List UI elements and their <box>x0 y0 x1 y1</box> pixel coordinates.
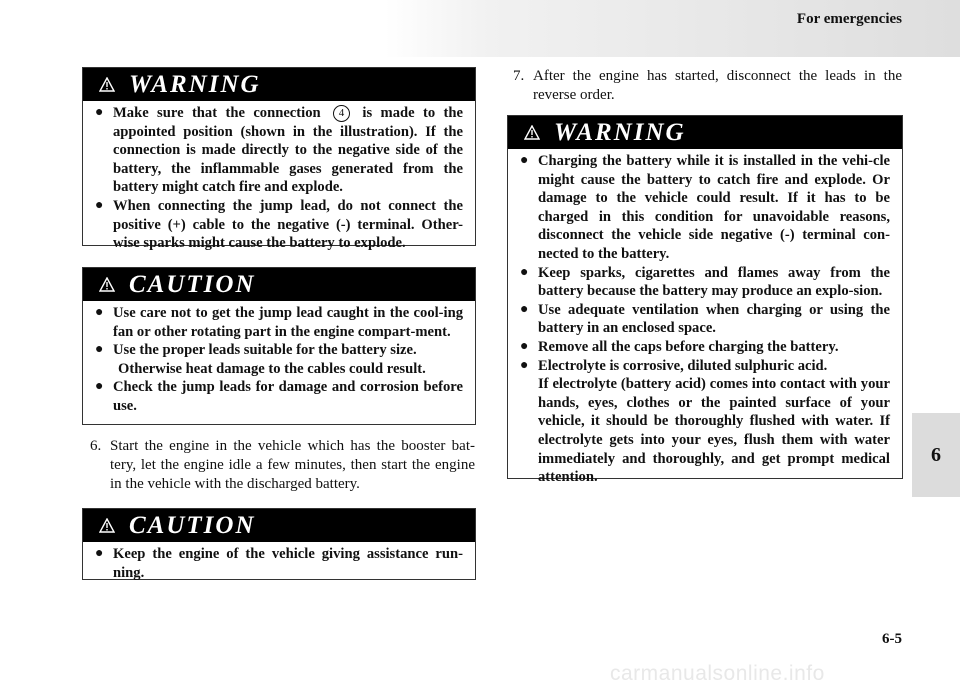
step-7 <box>513 67 902 105</box>
caution-text: Use the proper leads suitable for the battery size. <box>113 342 417 359</box>
caution-title: CAUTION <box>129 511 256 539</box>
chapter-tab: 6 <box>912 413 960 497</box>
warning-continuation: If electrolyte (battery acid) comes into contact with your hands, eyes, clothes or the painted surface of your vehicle, it should be thoroughly flushed with water. If electrolyte gets into your eyes, flush them with water immediately and thoroughly, and get prompt medical attention. <box>538 376 890 486</box>
warning-text: Charging the battery while it is installed in the vehi-cle might cause the battery to catch fire and explode. Or damage to the vehicle could result. If it has to be charged in this condition for unavoidable reasons, disconnect the vehicle side negative (-) terminal con-nected to the battery. <box>538 153 890 262</box>
page-number: 6-5 <box>882 631 902 647</box>
warning-triangle-icon <box>524 125 540 140</box>
bullet-icon: ● <box>95 305 104 320</box>
warning-header <box>508 116 902 149</box>
caution-text: Check the jump leads for damage and corrosion before use. <box>113 379 463 414</box>
warning-item <box>520 338 890 357</box>
bullet-icon: ● <box>95 105 104 120</box>
bullet-icon: ● <box>520 153 529 168</box>
bullet-icon: ● <box>520 264 529 280</box>
circled-number-icon: 4 <box>333 105 350 122</box>
warning-title: WARNING <box>554 118 686 146</box>
caution-item <box>95 304 463 341</box>
warning-text: When connecting the jump lead, do not connect the positive (+) cable to the negative (-) terminal. Other-wise sparks might cause the battery to explode. <box>113 197 463 252</box>
warning-text: Electrolyte is corrosive, diluted sulphuric acid. <box>538 357 828 374</box>
warning-item <box>520 301 890 338</box>
bullet-icon: ● <box>520 301 529 317</box>
step-text: After the engine has started, disconnect the leads in the reverse order. <box>533 68 902 103</box>
caution-box-2 <box>82 508 476 580</box>
caution-text: Use care not to get the jump lead caught in the cool-ing fan or other rotating part in the engine compart-ment. <box>113 305 463 340</box>
warning-triangle-icon <box>99 77 115 92</box>
warning-triangle-icon <box>99 518 115 533</box>
warning-title: WARNING <box>129 70 261 98</box>
warning-item <box>520 357 890 376</box>
bullet-icon: ● <box>95 342 104 358</box>
warning-box-left <box>82 67 476 252</box>
warning-item <box>95 104 463 197</box>
warning-text: Keep sparks, cigarettes and flames away from the battery because the battery may produce an explo-sion. <box>538 264 890 300</box>
bullet-icon: ● <box>520 338 529 354</box>
caution-item <box>95 545 463 582</box>
watermark: carmanualsonline.info <box>610 662 825 685</box>
section-title: For emergencies <box>796 11 902 27</box>
caution-text: Keep the engine of the vehicle giving assistance run-ning. <box>113 546 463 581</box>
caution-header <box>83 268 475 301</box>
warning-item <box>95 197 463 253</box>
bullet-icon: ● <box>95 379 104 395</box>
bullet-icon: ● <box>95 197 104 213</box>
step-number: 6. <box>90 438 102 454</box>
caution-item <box>95 341 463 360</box>
caution-header <box>83 509 475 542</box>
warning-item <box>520 264 890 301</box>
bullet-icon: ● <box>520 357 529 373</box>
warning-text: Make sure that the connection <box>113 105 321 121</box>
caution-title: CAUTION <box>129 270 256 298</box>
warning-text: Use adequate ventilation when charging or using the battery in an enclosed space. <box>538 301 890 337</box>
caution-box-1 <box>82 267 476 425</box>
step-6 <box>90 437 475 494</box>
warning-item <box>520 152 890 264</box>
warning-header <box>83 68 475 101</box>
caution-continuation: Otherwise heat damage to the cables could result. <box>118 360 426 377</box>
warning-box-right <box>507 115 903 486</box>
warning-triangle-icon <box>99 277 115 292</box>
bullet-icon: ● <box>95 546 104 561</box>
warning-text: Remove all the caps before charging the battery. <box>538 338 839 355</box>
step-number: 7. <box>513 68 525 84</box>
header-gradient-bar <box>385 0 960 57</box>
warning-text: is made to the appointed position (shown in the illustration). If the connection is made directly to the negative side of the battery, the inflammable gases generated from the battery might catch fire and explode. <box>113 105 463 196</box>
caution-item <box>95 378 463 415</box>
step-text: Start the engine in the vehicle which has the booster bat-tery, let the engine idle a few minutes, then start the engine in the vehicle with the discharged battery. <box>110 438 475 492</box>
